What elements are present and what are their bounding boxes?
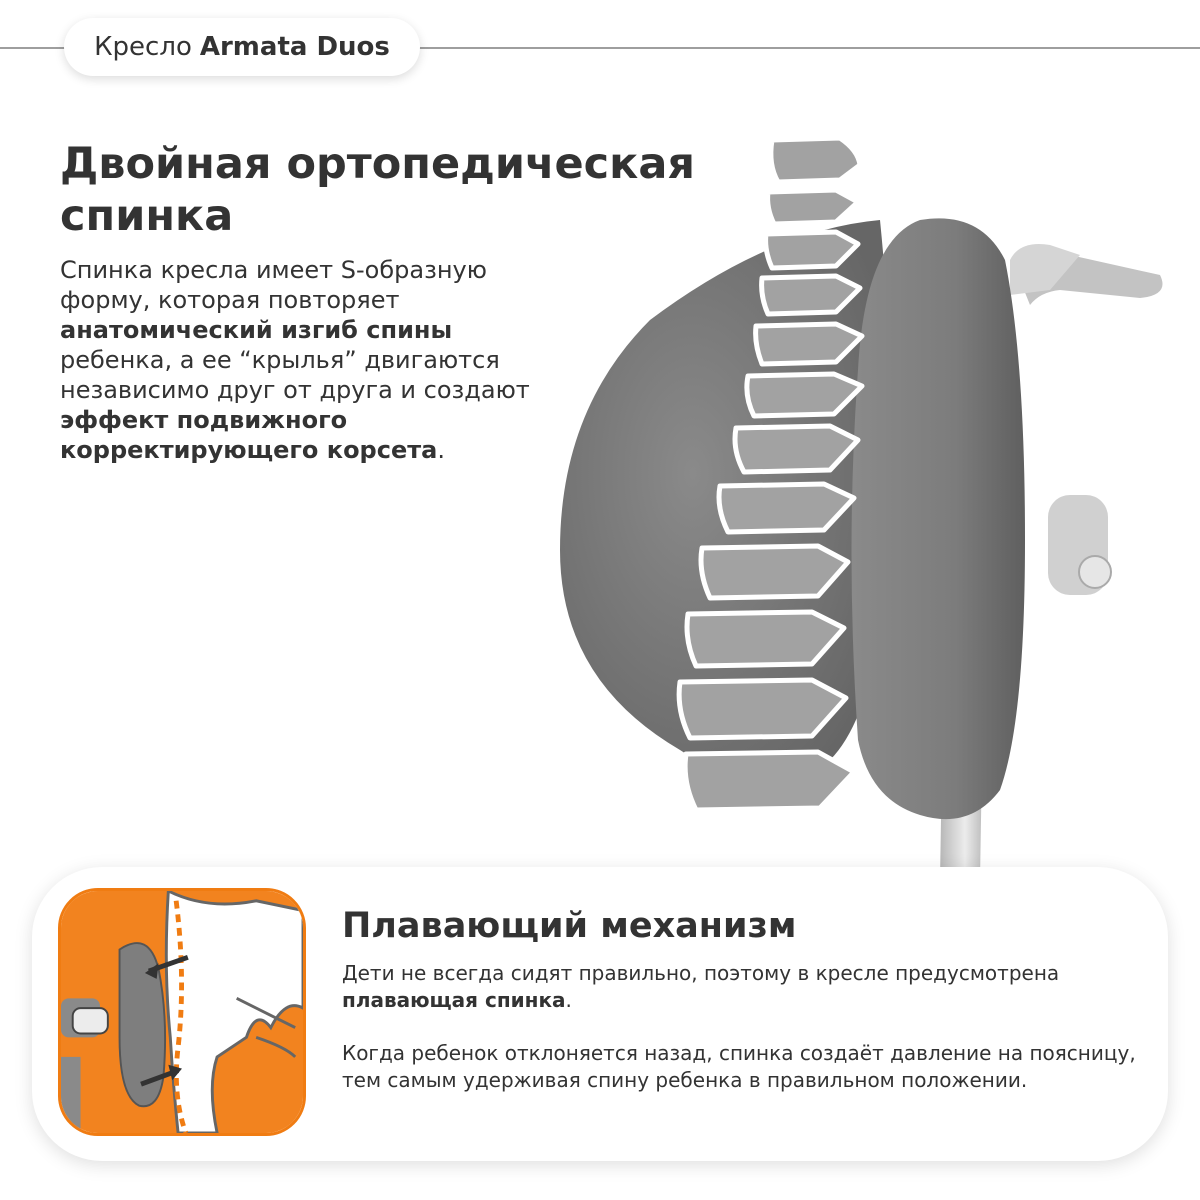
card-text1-end: . [565, 988, 572, 1012]
floating-backrest-thumbnail [58, 888, 306, 1136]
description-part1: Спинка кресла имеет S-образную форму, которая повторяет [60, 256, 487, 314]
backrest-right-wing [852, 218, 1026, 819]
card-text-paragraph1 [342, 960, 1152, 1014]
description-bold2: эффект подвижного корректирующего корсета [60, 406, 438, 464]
page-title-line1: Двойная ортопедическая [60, 139, 695, 189]
description-bold1: анатомический изгиб спины [60, 316, 453, 344]
page-title-line2: спинка [60, 191, 234, 241]
description-part3: . [437, 436, 445, 464]
brand-prefix: Кресло [94, 32, 192, 62]
description-text [60, 255, 560, 465]
chair-backrest-spine-icon [540, 120, 1180, 880]
card-title: Плавающий механизм [342, 906, 797, 946]
floating-backrest-icon [61, 891, 303, 1133]
brand-name: Armata Duos [199, 32, 390, 62]
description-part2: ребенка, а ее “крылья” двигаются независимо друг от друга и создают [60, 346, 530, 404]
card-text1-bold: плавающая спинка [342, 988, 566, 1012]
card-text-paragraph2: Когда ребенок отклоняется назад, спинка создаёт давление на поясницу, тем самым удерживая спину ребенка в правильном положении. [342, 1041, 1136, 1092]
card-text1-start: Дети не всегда сидят правильно, поэтому в кресле предусмотрена [342, 961, 1060, 985]
brand-badge [64, 18, 420, 76]
